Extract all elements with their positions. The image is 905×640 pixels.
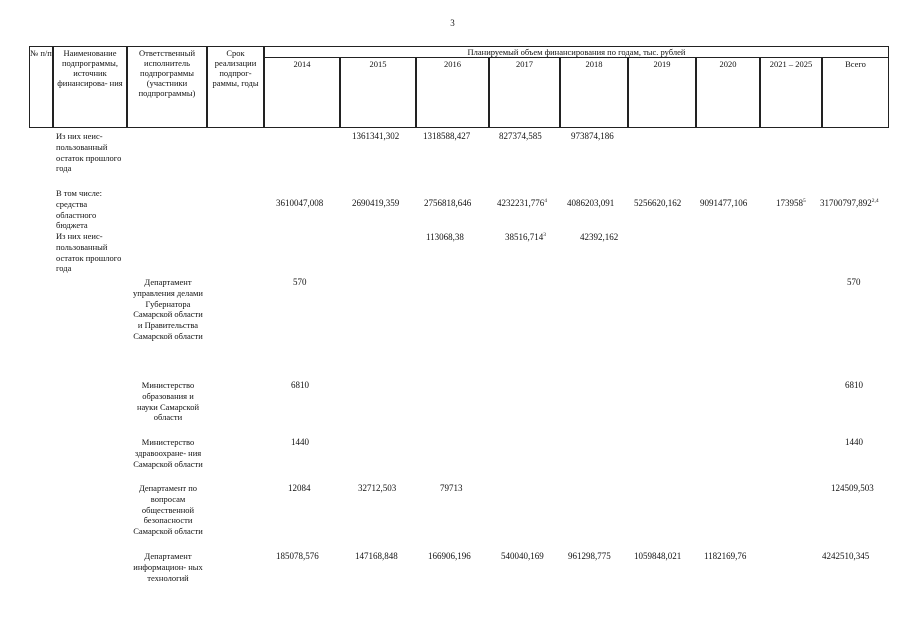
unused-balance-label: Из них неис- пользованный остаток прошлого года: [56, 231, 122, 274]
participant-name: Департамент по вопросам общественной безопасности Самарской области: [133, 483, 203, 537]
header-year: 2020: [696, 57, 760, 128]
cell-value: 5256620,162: [634, 198, 682, 208]
cell-value: 12084: [288, 483, 311, 493]
cell-value: 1059848,021: [634, 551, 682, 561]
participant-name: Департамент информацион- ных технологий: [133, 551, 203, 583]
header-year: 2014: [264, 57, 340, 128]
cell-value: 2690419,359: [352, 198, 400, 208]
cell-value: 1440: [291, 437, 309, 447]
header-year: 2021 – 2025: [760, 57, 822, 128]
cell-value: 6810: [291, 380, 309, 390]
cell-value: 124509,503: [831, 483, 874, 493]
cell-value: 3610047,008: [276, 198, 324, 208]
cell-value: 4086203,091: [567, 198, 615, 208]
cell-value: 6810: [845, 380, 863, 390]
cell-value: 540040,169: [501, 551, 544, 561]
header-year: 2016: [416, 57, 489, 128]
participant-name: Министерство здравоохране- ния Самарской области: [133, 437, 203, 469]
page-number: 3: [450, 18, 455, 28]
header-planned: Планируемый объем финансирования по годам, тыс. рублей: [264, 46, 889, 58]
participant-name: Департамент управления делами Губернатора Самарской области и Правительства Самарской области: [133, 277, 203, 341]
header-num: № п/п: [29, 46, 53, 128]
cell-value: 147168,848: [355, 551, 398, 561]
cell-value: 9091477,106: [700, 198, 748, 208]
cell-value: 973874,186: [571, 131, 614, 141]
cell-value: 570: [293, 277, 307, 287]
regional-budget-label: В том числе: средства областного бюджета: [56, 188, 102, 231]
header-year: 2018: [560, 57, 628, 128]
cell-value: 570: [847, 277, 861, 287]
cell-value: 2756818,646: [424, 198, 472, 208]
cell-value: 4232231,776$^4$: [497, 198, 547, 208]
header-year: 2019: [628, 57, 696, 128]
cell-value: 79713: [440, 483, 463, 493]
cell-value: 32712,503: [358, 483, 397, 493]
cell-value: 1361341,302: [352, 131, 400, 141]
cell-value: 166906,196: [428, 551, 471, 561]
cell-value: 173958$^5$: [776, 198, 806, 208]
header-year: 2015: [340, 57, 416, 128]
header-name: Наименование подпрограммы, источник финансирова- ния: [53, 46, 127, 128]
cell-value: 4242510,345: [822, 551, 870, 561]
unused-balance-label: Из них неис- пользованный остаток прошлого года: [56, 131, 122, 174]
cell-value: 1440: [845, 437, 863, 447]
cell-value: 185078,576: [276, 551, 319, 561]
header-year: 2017: [489, 57, 560, 128]
cell-value: 827374,585: [499, 131, 542, 141]
header-responsible: Ответственный исполнитель подпрограммы (участники подпрограммы): [127, 46, 207, 128]
cell-value: 42392,162: [580, 232, 619, 242]
cell-value: 1318588,427: [423, 131, 471, 141]
cell-value: 1182169,76: [704, 551, 747, 561]
header-total: Всего: [822, 57, 889, 128]
cell-value: 113068,38: [426, 232, 464, 242]
cell-value: 961298,775: [568, 551, 611, 561]
cell-value: 31700797,892$^{2,4}$: [820, 198, 879, 208]
header-term: Срок реализации подпрог- раммы, годы: [207, 46, 264, 128]
participant-name: Министерство образования и науки Самарской области: [137, 380, 199, 423]
cell-value: 38516,714$^3$: [505, 232, 546, 242]
